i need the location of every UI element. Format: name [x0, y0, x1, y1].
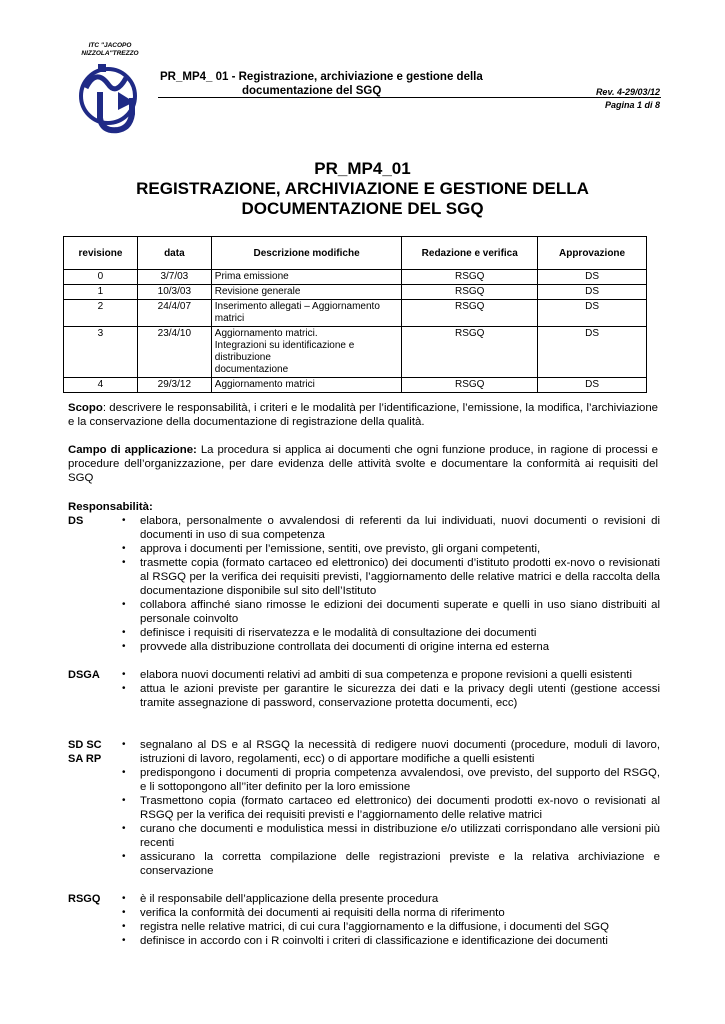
cell-date: 10/3/03 [137, 285, 211, 300]
sd-sc-responsibilities-list [118, 738, 660, 878]
school-name: ITC "JACOPO NIZZOLA"TREZZO [81, 42, 139, 57]
main-title [60, 159, 665, 219]
header-divider [158, 97, 661, 98]
school-logo [78, 58, 144, 138]
desc-line: Inserimento allegati – Aggiornamento matrici [214, 301, 380, 324]
col-header-approvazione: Approvazione [538, 237, 647, 270]
document-header-title [160, 70, 570, 98]
table-row [64, 378, 647, 393]
list-item: • segnalano al DS e al RSGQ la necessità di redigere nuovi documenti (procedure, moduli di lavoro, istruzioni di lavoro, regolamenti, ecc) o di apportare modifiche a quelli esistenti [118, 738, 660, 766]
role-ds: DS [68, 515, 84, 527]
scope-label: Scopo [68, 402, 103, 414]
table-header-row [64, 237, 647, 270]
main-title-code: PR_MP4_01 [314, 159, 411, 178]
col-header-data: data [137, 237, 211, 270]
desc-line: documentazione [214, 364, 289, 375]
desc-line: Aggiornamento matrici [214, 379, 315, 390]
cell-desc [211, 327, 402, 378]
list-item: • è il responsabile dell’applicazione della presente procedura [118, 892, 660, 906]
list-item: • provvede alla distribuzione controllata dei documenti di origine interna ed esterna [118, 640, 660, 654]
list-item: • definisce i requisiti di riservatezza e le modalità di consultazione dei documenti [118, 626, 660, 640]
list-item: • registra nelle relative matrici, di cui cura l’aggiornamento e la diffusione, i documenti del SGQ [118, 920, 660, 934]
cell-desc [211, 270, 402, 285]
role-rsgq: RSGQ [68, 893, 101, 905]
header-title-line2: documentazione del SGQ [242, 85, 382, 97]
main-title-line3: DOCUMENTAZIONE DEL SGQ [241, 199, 484, 218]
cell-rev: 1 [64, 285, 138, 300]
list-item: • collabora affinché siano rimosse le edizioni dei documenti superate e quelli in uso siano distribuiti al personale coinvolto [118, 598, 660, 626]
list-item: • verifica la conformità dei documenti ai requisiti della norma di riferimento [118, 906, 660, 920]
cell-approvazione: DS [538, 378, 647, 393]
list-item: • attua le azioni previste per garantire le sicurezza dei dati e la privacy degli utenti (gestione accessi tramite assegnazione di password, conservazione protetta documenti, ecc) [118, 682, 660, 710]
rsgq-responsibilities-list [118, 892, 660, 948]
table-row [64, 270, 647, 285]
list-item: • approva i documenti per l’emissione, sentiti, ove previsto, gli organi competenti, [118, 542, 660, 556]
cell-redazione: RSGQ [402, 327, 538, 378]
responsibilities-label: Responsabilità: [68, 501, 153, 513]
scope-of-application-paragraph [68, 443, 658, 485]
cell-redazione: RSGQ [402, 378, 538, 393]
cell-rev: 3 [64, 327, 138, 378]
list-item: • predispongono i documenti di propria competenza avvalendosi, ove previsto, del supporto del RSGQ, e li sottopongono all’’iter definito per la loro emissione [118, 766, 660, 794]
cell-approvazione: DS [538, 327, 647, 378]
cell-desc [211, 378, 402, 393]
list-item: • trasmette copia (formato cartaceo ed elettronico) dei documenti d’istituto prodotti ex-novo o revisionati al RSGQ per la verifica dei requisiti previsti, l’aggiornamento delle relative matrici e della raccolta della documentazione disponibile sul sito dell’Istituto [118, 556, 660, 598]
cell-desc [211, 285, 402, 300]
scope-paragraph [68, 401, 658, 429]
role-dsga: DSGA [68, 669, 100, 681]
cell-redazione: RSGQ [402, 300, 538, 327]
cell-rev: 0 [64, 270, 138, 285]
cell-date: 29/3/12 [137, 378, 211, 393]
table-row [64, 327, 647, 378]
application-label: Campo di applicazione: [68, 444, 197, 456]
scope-text: : descrivere le responsabilità, i criteri e le modalità per l’identificazione, l’emissione, la modifica, l’archiviazione e la conservazione della documentazione di registrazione della qualità. [68, 402, 658, 428]
desc-line: Revisione generale [214, 286, 301, 297]
role-line-2: SA RP [68, 753, 102, 765]
role-sd-sc-sa-rp [68, 738, 102, 766]
application-text: La procedura si applica ai documenti che ogni funzione produce, in ragione di processi e procedure dell’organizzazione, per dare evidenza delle attività svolte e documentare la conformità ai requisiti del SGQ [68, 444, 658, 484]
cell-rev: 4 [64, 378, 138, 393]
cell-approvazione: DS [538, 300, 647, 327]
main-title-line2: REGISTRAZIONE, ARCHIVIAZIONE E GESTIONE DELLA [136, 179, 589, 198]
col-header-descrizione: Descrizione modifiche [211, 237, 402, 270]
table-row [64, 300, 647, 327]
cell-redazione: RSGQ [402, 270, 538, 285]
desc-line: Integrazioni su identificazione e distribuzione [214, 340, 355, 363]
revision-table [63, 236, 647, 393]
revision-label: Rev. 4-29/03/12 [595, 87, 660, 97]
col-header-redazione: Redazione e verifica [402, 237, 538, 270]
header-title-line1: PR_MP4_ 01 - Registrazione, archiviazione e gestione della [160, 71, 483, 83]
cell-date: 3/7/03 [137, 270, 211, 285]
cell-desc [211, 300, 402, 327]
list-item: • elabora nuovi documenti relativi ad ambiti di sua competenza e propone revisioni a quelli esistenti [118, 668, 660, 682]
cell-rev: 2 [64, 300, 138, 327]
role-line-1: SD SC [68, 739, 102, 751]
page-number: Pagina 1 di 8 [604, 100, 660, 110]
desc-line: Prima emissione [214, 271, 289, 282]
responsibilities-heading [68, 500, 658, 514]
list-item: • curano che documenti e modulistica messi in distribuzione e/o utilizzati corrispondano alle versioni più recenti [118, 822, 660, 850]
list-item: • definisce in accordo con i R coinvolti i criteri di classificazione e identificazione dei documenti [118, 934, 660, 948]
col-header-revisione: revisione [64, 237, 138, 270]
cell-approvazione: DS [538, 285, 647, 300]
cell-approvazione: DS [538, 270, 647, 285]
dsga-responsibilities-list [118, 668, 660, 710]
cell-redazione: RSGQ [402, 285, 538, 300]
table-row [64, 285, 647, 300]
list-item: • Trasmettono copia (formato cartaceo ed elettronico) dei documenti prodotti ex-novo o revisionati al RSGQ per la verifica dei requisiti previsti e l’aggiornamento delle relative matrici [118, 794, 660, 822]
cell-date: 23/4/10 [137, 327, 211, 378]
list-item: • assicurano la corretta compilazione delle registrazioni previste e la relativa archiviazione e conservazione [118, 850, 660, 878]
ds-responsibilities-list [118, 514, 660, 654]
desc-line: Aggiornamento matrici. [214, 328, 318, 339]
list-item: • elabora, personalmente o avvalendosi di referenti da lui individuati, nuovi documenti o revisioni di documenti in uso di sua competenza [118, 514, 660, 542]
cell-date: 24/4/07 [137, 300, 211, 327]
